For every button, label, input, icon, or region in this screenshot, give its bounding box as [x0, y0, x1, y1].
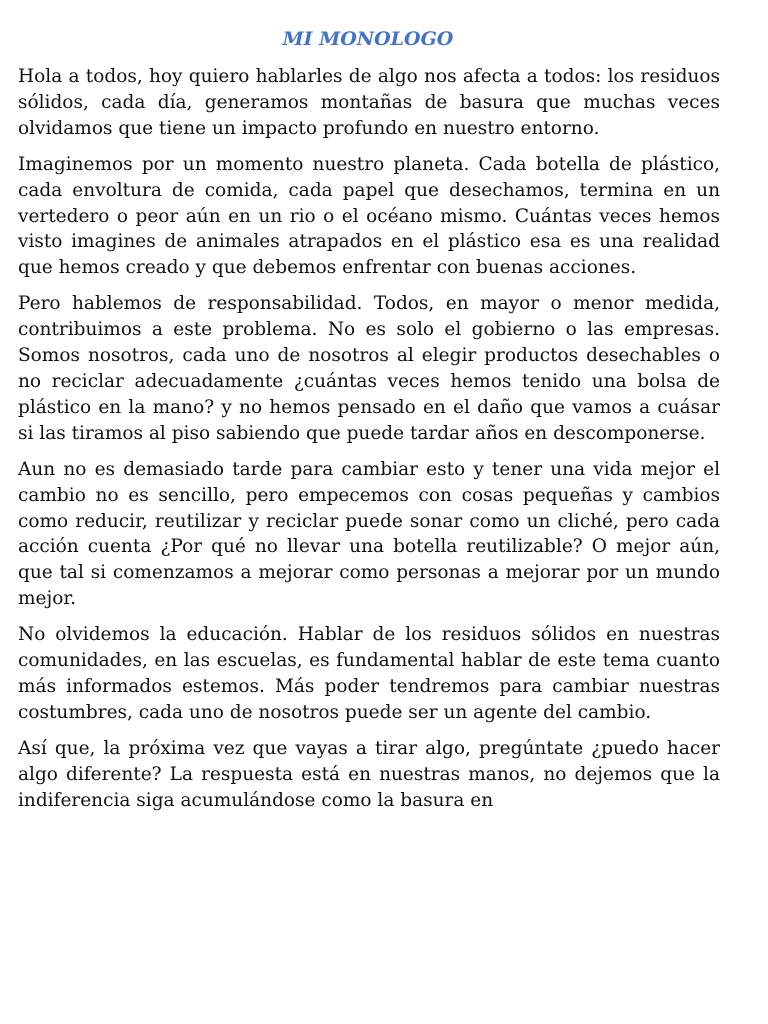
paragraph: No olvidemos la educación. Hablar de los residuos sólidos en nuestras comunidades, en las escuelas, es fundamental hablar de este tema cuanto más informados estemos. Más poder tendremos para cambiar nuestras costumbres, cada uno de nosotros puede ser un agente del cambio.: [18, 624, 720, 723]
document-title: MI MONOLOGO: [282, 28, 454, 50]
paragraph: Así que, la próxima vez que vayas a tirar algo, pregúntate ¿puedo hacer algo diferente? La respuesta está en nuestras manos, no dejemos que la indiferencia siga acumulándose como la basura en: [18, 737, 720, 811]
paragraph: Aun no es demasiado tarde para cambiar esto y tener una vida mejor el cambio no es sencillo, pero empecemos con cosas pequeñas y cambios como reducir, reutilizar y reciclar puede sonar como un cliché, pero cada acción cuenta ¿Por qué no llevar una botella reutilizable? O mejor aún, que tal si comenzamos a mejorar como personas a mejorar por un mundo mejor.: [18, 458, 720, 610]
paragraph: Pero hablemos de responsabilidad. Todos, en mayor o menor medida, contribuimos a este problema. No es solo el gobierno o las empresas. Somos nosotros, cada uno de nosotros al elegir productos desechables o no reciclar adecuadamente ¿cuántas veces hemos tenido una bolsa de plástico en la mano? y no hemos pensado en el daño que vamos a cuásar si las tiramos al piso sabiendo que puede tardar años en descomponerse.: [18, 293, 720, 444]
paragraph: Hola a todos, hoy quiero hablarles de algo nos afecta a todos: los residuos sólidos, cada día, generamos montañas de basura que muchas veces olvidamos que tiene un impacto profundo en nuestro entorno.: [18, 66, 720, 139]
paragraph: Imaginemos por un momento nuestro planeta. Cada botella de plástico, cada envoltura de comida, cada papel que desechamos, termina en un vertedero o peor aún en un rio o el océano mismo. Cuántas veces hemos visto imagines de animales atrapados en el plástico esa es una realidad que hemos creado y que debemos enfrentar con buenas acciones.: [18, 153, 720, 279]
document-body: [18, 64, 720, 823]
